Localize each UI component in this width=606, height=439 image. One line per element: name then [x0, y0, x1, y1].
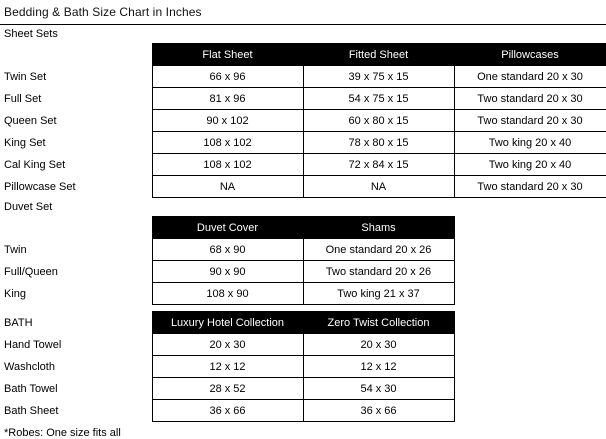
row-label: King [4, 287, 27, 300]
cell-value: 12 x 12 [152, 356, 303, 378]
column-header-fitted-sheet: Fitted Sheet [303, 44, 454, 66]
cell-value: NA [303, 176, 454, 198]
table-row [0, 154, 606, 176]
cell-empty [454, 239, 606, 261]
footnote: *Robes: One size fits all [4, 427, 121, 439]
cell-value: Two king 20 x 40 [454, 154, 606, 176]
cell-value: 72 x 84 x 15 [303, 154, 454, 176]
cell-empty [454, 356, 606, 378]
cell-value: 108 x 102 [152, 154, 303, 176]
table-row [0, 400, 606, 422]
cell-value: Two standard 20 x 26 [303, 261, 454, 283]
table-header-row [0, 44, 606, 66]
table-row [0, 66, 606, 88]
table-row [0, 110, 606, 132]
table-row [0, 356, 606, 378]
cell-empty [454, 261, 606, 283]
section-label-bath: BATH [4, 316, 33, 329]
column-header-duvet-cover: Duvet Cover [152, 217, 303, 239]
cell-empty [454, 283, 606, 305]
cell-value: 54 x 30 [303, 378, 454, 400]
table-sheet-sets [0, 43, 606, 198]
cell-value: 20 x 30 [152, 334, 303, 356]
cell-value: 78 x 80 x 15 [303, 132, 454, 154]
row-label: Pillowcase Set [4, 180, 76, 193]
row-label: Twin [4, 243, 27, 256]
section-label-sheet-sets: Sheet Sets [4, 28, 58, 40]
row-label: Full Set [4, 92, 42, 105]
row-label: Bath Towel [4, 382, 58, 395]
table-row [0, 88, 606, 110]
row-label: Twin Set [4, 70, 47, 83]
column-header-pillowcases: Pillowcases [454, 44, 606, 66]
cell-empty [454, 378, 606, 400]
table-header-row [0, 217, 606, 239]
row-label: Queen Set [4, 114, 57, 127]
table-row [0, 283, 606, 305]
table-row [0, 261, 606, 283]
cell-value: 66 x 96 [152, 66, 303, 88]
row-label: Cal King Set [4, 158, 66, 171]
cell-value: 81 x 96 [152, 88, 303, 110]
header-empty-cell [454, 217, 606, 239]
table-bath [0, 311, 606, 422]
column-header-shams: Shams [303, 217, 454, 239]
cell-empty [454, 334, 606, 356]
row-label: King Set [4, 136, 46, 149]
section-label-duvet-set: Duvet Set [4, 201, 53, 213]
table-row [0, 378, 606, 400]
cell-value: One standard 20 x 26 [303, 239, 454, 261]
cell-value: One standard 20 x 30 [454, 66, 606, 88]
cell-value: 36 x 66 [303, 400, 454, 422]
cell-value: 28 x 52 [152, 378, 303, 400]
cell-value: 54 x 75 x 15 [303, 88, 454, 110]
cell-value: 108 x 102 [152, 132, 303, 154]
cell-value: 36 x 66 [152, 400, 303, 422]
table-row [0, 132, 606, 154]
header-empty-cell [454, 312, 606, 334]
cell-value: NA [152, 176, 303, 198]
table-header-row [0, 312, 606, 334]
row-label: Full/Queen [4, 265, 58, 278]
table-duvet-set [0, 216, 606, 305]
column-header-luxury-hotel-collection: Luxury Hotel Collection [152, 312, 303, 334]
column-header-zero-twist-collection: Zero Twist Collection [303, 312, 454, 334]
row-label: Bath Sheet [4, 404, 59, 417]
cell-value: 39 x 75 x 15 [303, 66, 454, 88]
cell-value: Two standard 20 x 30 [454, 110, 606, 132]
table-row [0, 334, 606, 356]
column-header-flat-sheet: Flat Sheet [152, 44, 303, 66]
cell-value: Two standard 20 x 30 [454, 88, 606, 110]
table-row [0, 239, 606, 261]
cell-value: 60 x 80 x 15 [303, 110, 454, 132]
table-row [0, 176, 606, 198]
cell-value: Two king 20 x 40 [454, 132, 606, 154]
cell-value: 90 x 90 [152, 261, 303, 283]
cell-value: 20 x 30 [303, 334, 454, 356]
page-title: Bedding & Bath Size Chart in Inches [4, 5, 202, 19]
cell-value: Two king 21 x 37 [303, 283, 454, 305]
cell-value: Two standard 20 x 30 [454, 176, 606, 198]
cell-value: 12 x 12 [303, 356, 454, 378]
cell-value: 90 x 102 [152, 110, 303, 132]
cell-empty [454, 400, 606, 422]
cell-value: 108 x 90 [152, 283, 303, 305]
header-corner-cell [0, 217, 152, 239]
row-label: Hand Towel [4, 338, 62, 351]
cell-value: 68 x 90 [152, 239, 303, 261]
row-label: Washcloth [4, 360, 55, 373]
header-corner-cell [0, 44, 152, 66]
